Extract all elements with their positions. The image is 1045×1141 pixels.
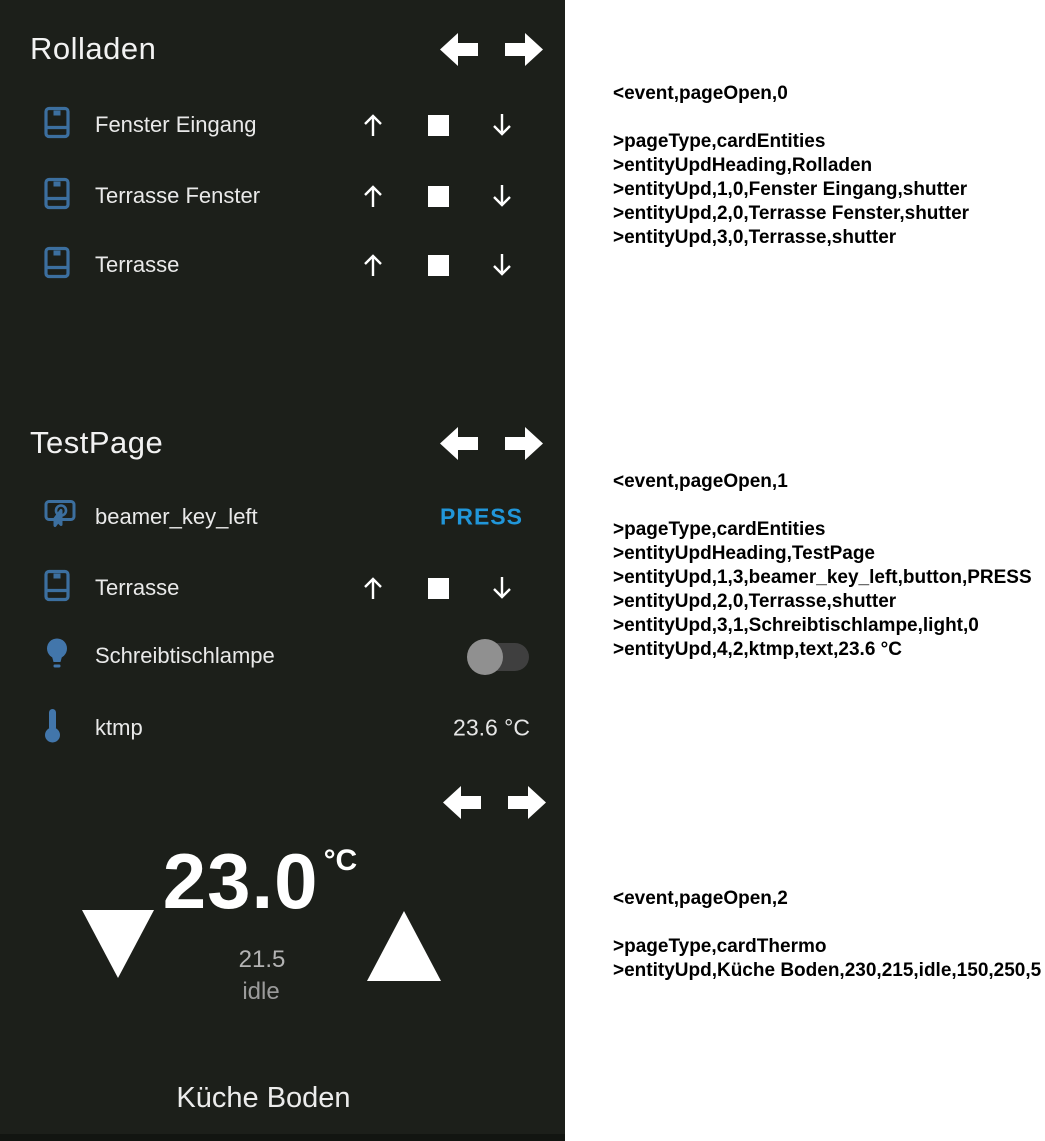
protocol-line: >entityUpd,4,2,ktmp,text,23.6 °C: [613, 639, 902, 660]
shutter-up-button[interactable]: [359, 182, 387, 210]
protocol-line: >entityUpd,2,0,Terrasse,shutter: [613, 591, 897, 612]
shutter-down-button[interactable]: [488, 111, 516, 139]
entity-row: [0, 703, 565, 753]
entity-row: [0, 100, 565, 150]
protocol-block-page1: [613, 470, 1043, 662]
arrow-left-icon: [443, 786, 481, 819]
window-shutter-icon: [44, 570, 70, 607]
current-temperature: [0, 837, 520, 925]
protocol-line: >entityUpdHeading,TestPage: [613, 543, 876, 564]
entity-name: Terrasse Fenster: [95, 183, 261, 208]
entity-name: beamer_key_left: [95, 504, 258, 529]
spacer: [613, 494, 1043, 518]
lightbulb-icon: [44, 638, 70, 675]
page-title: Rolladen: [30, 31, 157, 66]
thermostat-name: Küche Boden: [176, 1082, 351, 1114]
protocol-line: >entityUpd,2,0,Terrasse Fenster,shutter: [613, 203, 970, 224]
nav-prev-button[interactable]: [443, 786, 481, 819]
nav-next-button[interactable]: [505, 33, 543, 66]
thermometer-icon: [44, 708, 61, 748]
entity-row: [0, 171, 565, 221]
entity-row: [0, 563, 565, 613]
entity-row: [0, 240, 565, 290]
protocol-line: >entityUpd,1,3,beamer_key_left,button,PRESS: [613, 567, 1032, 588]
entity-name: Terrasse: [95, 252, 180, 277]
press-button[interactable]: PRESS: [440, 503, 523, 530]
nav-prev-button[interactable]: [440, 33, 478, 66]
protocol-block-page2: [613, 887, 1043, 983]
protocol-line: >entityUpd,3,1,Schreibtischlampe,light,0: [613, 615, 979, 636]
arrow-right-icon: [505, 33, 543, 66]
hvac-state: idle: [242, 978, 280, 1005]
protocol-line: >entityUpd,3,0,Terrasse,shutter: [613, 227, 897, 248]
entity-name: Fenster Eingang: [95, 112, 257, 137]
window-shutter-icon: [44, 178, 70, 215]
nav-prev-button[interactable]: [440, 427, 478, 460]
arrow-right-icon: [505, 427, 543, 460]
window-shutter-icon: [44, 247, 70, 284]
nav-next-button[interactable]: [508, 786, 546, 819]
spacer: [613, 106, 1043, 130]
shutter-stop-button[interactable]: [428, 115, 449, 136]
shutter-up-button[interactable]: [359, 111, 387, 139]
panel-bottom-edge: [0, 1134, 565, 1141]
shutter-up-button[interactable]: [359, 251, 387, 279]
window-shutter-icon: [44, 107, 70, 144]
shutter-down-button[interactable]: [488, 182, 516, 210]
protocol-line: >pageType,cardThermo: [613, 936, 827, 957]
target-temperature: 21.5: [238, 946, 286, 973]
toggle-knob: [467, 639, 503, 675]
protocol-event-line: <event,pageOpen,0: [613, 83, 788, 104]
nav-next-button[interactable]: [505, 427, 543, 460]
entity-row: [0, 631, 565, 681]
protocol-event-line: <event,pageOpen,2: [613, 888, 788, 909]
entity-name: Schreibtischlampe: [95, 643, 275, 668]
protocol-line: >entityUpd,1,0,Fenster Eingang,shutter: [613, 179, 968, 200]
shutter-stop-button[interactable]: [428, 186, 449, 207]
entity-name: ktmp: [95, 715, 143, 740]
shutter-stop-button[interactable]: [428, 255, 449, 276]
entity-row: [0, 492, 565, 542]
shutter-down-button[interactable]: [488, 574, 516, 602]
protocol-line: >pageType,cardEntities: [613, 131, 826, 152]
protocol-event-line: <event,pageOpen,1: [613, 471, 788, 492]
protocol-line: >entityUpd,Küche Boden,230,215,idle,150,250,5: [613, 960, 1042, 981]
spacer: [613, 911, 1043, 935]
shutter-down-button[interactable]: [488, 251, 516, 279]
temperature-unit: °C: [323, 844, 358, 877]
page-title: TestPage: [30, 425, 164, 460]
protocol-block-page0: [613, 82, 1043, 250]
gesture-tap-button-icon: [44, 498, 76, 537]
arrow-left-icon: [440, 427, 478, 460]
protocol-line: >entityUpdHeading,Rolladen: [613, 155, 873, 176]
sensor-value: 23.6 °C: [453, 714, 530, 741]
arrow-right-icon: [508, 786, 546, 819]
current-temperature-value: 23.0: [162, 837, 319, 925]
arrow-left-icon: [440, 33, 478, 66]
light-toggle-switch[interactable]: [472, 643, 529, 671]
shutter-stop-button[interactable]: [428, 578, 449, 599]
entity-name: Terrasse: [95, 575, 180, 600]
protocol-line: >pageType,cardEntities: [613, 519, 826, 540]
shutter-up-button[interactable]: [359, 574, 387, 602]
